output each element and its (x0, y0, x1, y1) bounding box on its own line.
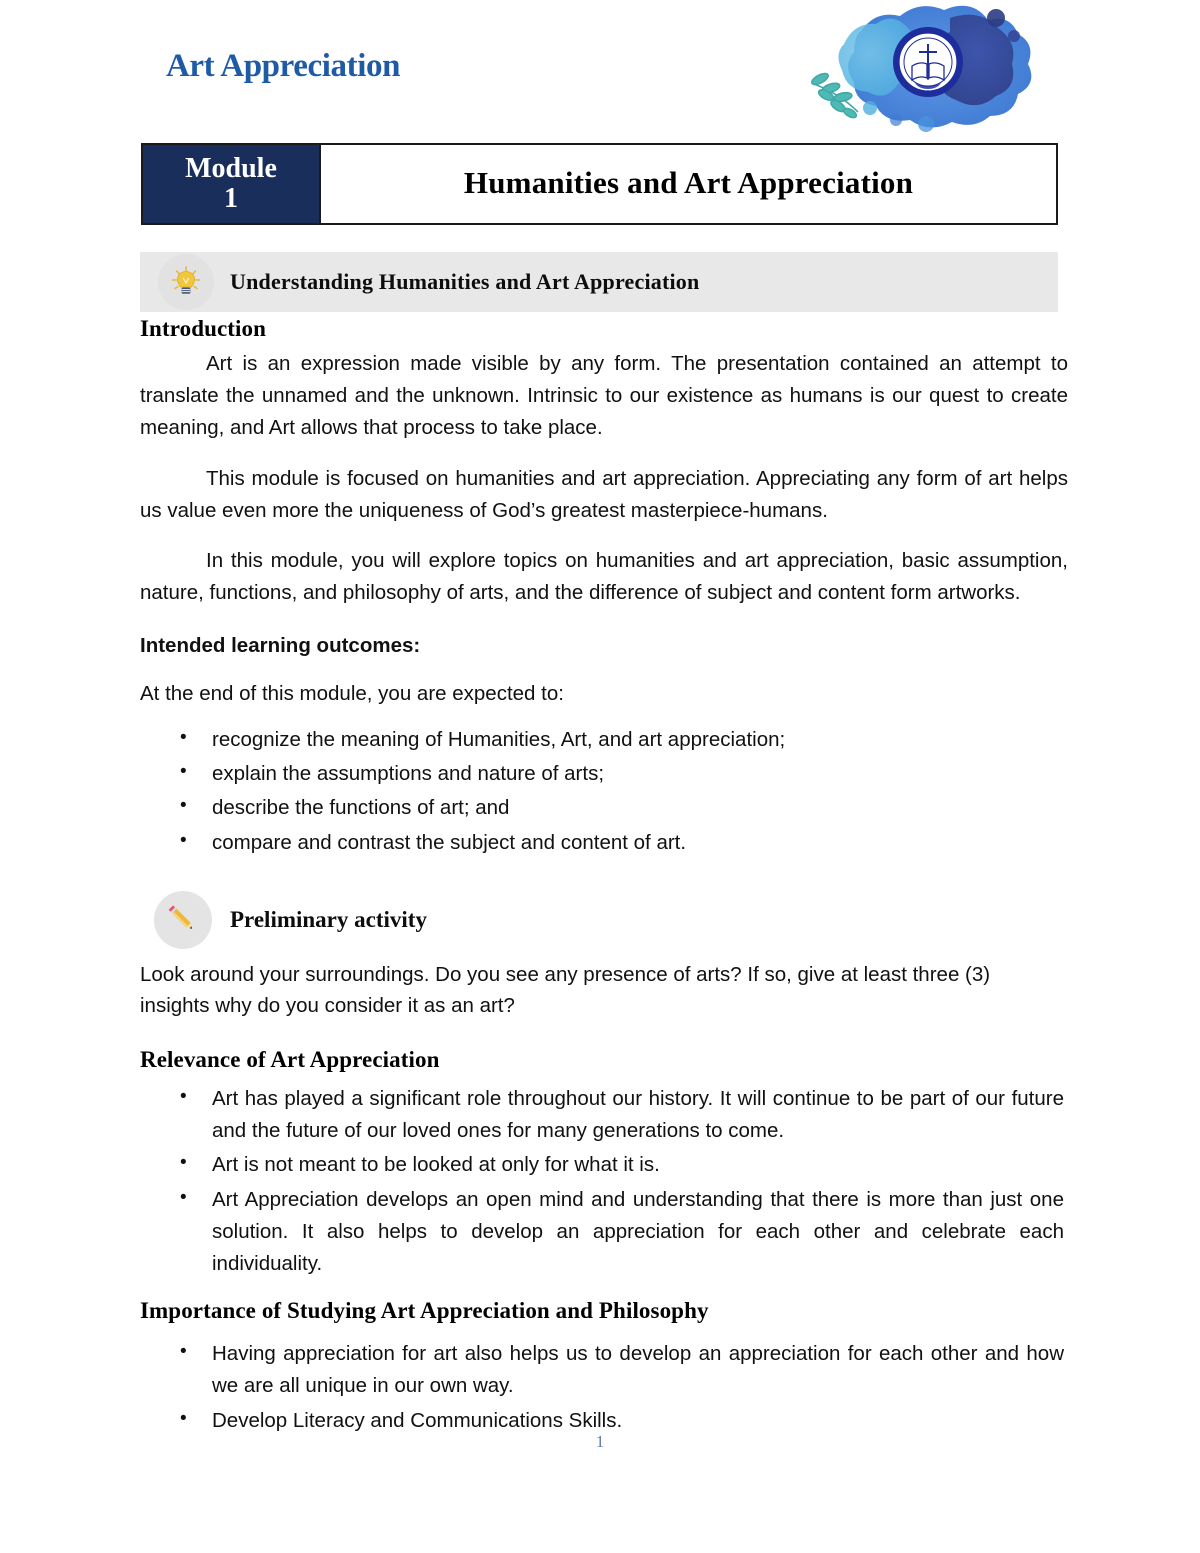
preliminary-activity-body: Look around your surroundings. Do you see any presence of arts? If so, give at least three (3) insights why do you consider it as an art? (140, 962, 991, 1017)
document-content (140, 316, 1068, 1439)
preliminary-activity-header (140, 891, 1068, 949)
pencil-icon (154, 891, 212, 949)
intro-paragraph-1: Art is an expression made visible by any form. The presentation contained an attempt to translate the unnamed and the unknown. Intrinsic to our existence as humans is our quest to create meaning, and Art allows that process to take place. (140, 352, 1068, 440)
preliminary-activity-heading: Preliminary activity (230, 906, 427, 932)
heading-introduction: Introduction (140, 316, 267, 341)
heading-relevance: Relevance of Art Appreciation (140, 1047, 440, 1073)
list-item: • compare and contrast the subject and content of art. (140, 827, 1068, 859)
section-band-understanding (140, 252, 1058, 312)
learning-outcomes-list (140, 724, 1068, 859)
list-item: • Art has played a significant role throughout our history. It will continue to be part of our future and the future of our loved ones for many generations to come. (140, 1083, 1068, 1147)
list-item: • Having appreciation for art also helps us to develop an appreciation for each other and how we are all unique in our own way. (140, 1338, 1068, 1402)
document-header (0, 0, 1200, 135)
list-item: • Develop Literacy and Communications Skills. (140, 1405, 1068, 1437)
page-number: 1 (595, 1432, 605, 1451)
module-title: Humanities and Art Appreciation (463, 165, 914, 200)
importance-list (140, 1338, 1068, 1437)
relevance-list (140, 1083, 1068, 1280)
course-title: Art Appreciation (166, 48, 401, 84)
lightbulb-icon (158, 254, 214, 310)
heading-importance: Importance of Studying Art Appreciation and Philosophy (140, 1298, 709, 1324)
university-seal-watercolor-logo (800, 0, 1050, 135)
learning-outcomes-lead-in: At the end of this module, you are expected to: (140, 681, 564, 705)
intro-paragraph-2: This module is focused on humanities and art appreciation. Appreciating any form of art helps us value even more the uniqueness of God’s greatest masterpiece-humans. (140, 466, 1068, 522)
list-item: • Art is not meant to be looked at only for what it is. (140, 1149, 1068, 1181)
module-number-tag (143, 145, 321, 223)
learning-outcomes-heading: Intended learning outcomes: (140, 634, 421, 658)
list-item: • explain the assumptions and nature of arts; (140, 758, 1068, 790)
module-number: 1 (224, 183, 238, 214)
module-banner (141, 143, 1058, 225)
intro-paragraph-3: In this module, you will explore topics on humanities and art appreciation, basic assumption, nature, functions, and philosophy of arts, and the difference of subject and content form artworks. (140, 548, 1068, 605)
list-item: • describe the functions of art; and (140, 792, 1068, 824)
module-label: Module (185, 153, 277, 185)
list-item: • Art Appreciation develops an open mind and understanding that there is more than just one solution. It also helps to develop an appreciation for each other and celebrate each individuality. (140, 1184, 1068, 1281)
section-band-title: Understanding Humanities and Art Appreciation (230, 269, 700, 294)
list-item: • recognize the meaning of Humanities, Art, and art appreciation; (140, 724, 1068, 756)
